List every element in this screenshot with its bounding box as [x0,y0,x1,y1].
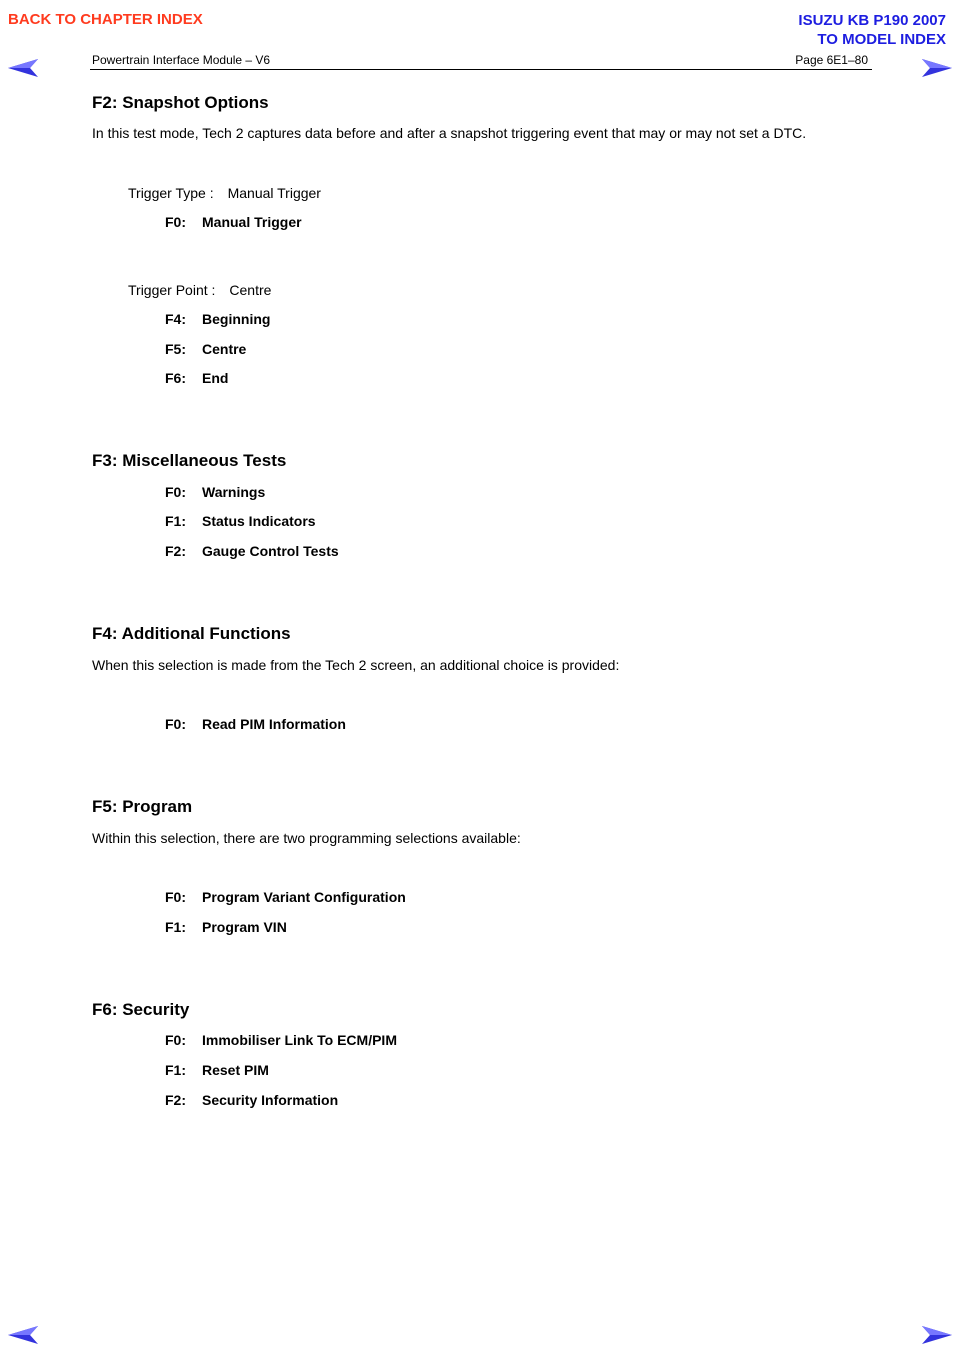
trigger-point-label: Trigger Point : [128,282,216,298]
function-key: F2: [165,1092,186,1108]
menu-item [165,889,406,905]
menu-item-label: Program Variant Configuration [202,889,406,905]
menu-item-label: Warnings [202,484,266,500]
menu-item-label: Read PIM Information [202,716,346,732]
section-intro-f4: When this selection is made from the Tech 2 screen, an additional choice is provided: [92,657,620,673]
header-divider [90,69,872,70]
menu-item [165,543,339,559]
function-key: F1: [165,919,186,935]
section-heading-f4: F4: Additional Functions [92,624,291,643]
function-key: F0: [165,716,186,732]
back-to-chapter-index-link[interactable]: BACK TO CHAPTER INDEX [8,11,203,28]
menu-item-label: Manual Trigger [202,214,302,230]
menu-item-label: Security Information [202,1092,339,1108]
menu-item-label: Reset PIM [202,1062,269,1078]
document-title: Powertrain Interface Module – V6 [92,53,271,67]
function-key: F0: [165,214,186,230]
right-arrow-icon[interactable] [922,59,952,77]
menu-item [165,370,228,386]
model-index-block [798,11,946,49]
function-key: F1: [165,1062,186,1078]
trigger-point-line [128,282,271,298]
function-key: F1: [165,513,186,529]
menu-item [165,1062,269,1078]
menu-item [165,1032,397,1048]
section-intro-f5: Within this selection, there are two programming selections available: [92,830,521,846]
function-key: F5: [165,341,186,357]
menu-item [165,1092,338,1108]
model-index-link[interactable]: TO MODEL INDEX [817,31,946,48]
function-key: F0: [165,484,186,500]
menu-item [165,919,287,935]
function-key: F4: [165,311,186,327]
function-key: F6: [165,370,186,386]
menu-item-label: Program VIN [202,919,287,935]
menu-item-label: Immobiliser Link To ECM/PIM [202,1032,397,1048]
right-arrow-icon[interactable] [922,1326,952,1344]
section-heading-f5: F5: Program [92,797,193,816]
menu-item-label: Status Indicators [202,513,316,529]
model-title-link[interactable]: ISUZU KB P190 2007 [798,12,946,29]
section-heading-f3: F3: Miscellaneous Tests [92,451,287,470]
section-heading-f2: F2: Snapshot Options [92,93,269,112]
trigger-point-value: Centre [229,282,272,298]
section-intro-f2: In this test mode, Tech 2 captures data before and after a snapshot triggering event that may or may not set a DTC. [92,125,807,141]
menu-item-label: End [202,370,229,386]
page-number: Page 6E1–80 [795,53,868,67]
menu-item-label: Beginning [202,311,271,327]
menu-item [165,311,270,327]
trigger-type-line [128,185,321,201]
menu-item [165,513,316,529]
trigger-type-value: Manual Trigger [227,185,321,201]
section-heading-f6: F6: Security [92,1000,190,1019]
function-key: F0: [165,1032,186,1048]
menu-item-label: Gauge Control Tests [202,543,339,559]
left-arrow-icon[interactable] [8,59,38,77]
trigger-type-label: Trigger Type : [128,185,214,201]
menu-item [165,341,246,357]
menu-item [165,716,346,732]
left-arrow-icon[interactable] [8,1326,38,1344]
function-key: F2: [165,543,186,559]
menu-item-label: Centre [202,341,247,357]
menu-item [165,484,265,500]
function-key: F0: [165,889,186,905]
menu-item [165,214,302,230]
